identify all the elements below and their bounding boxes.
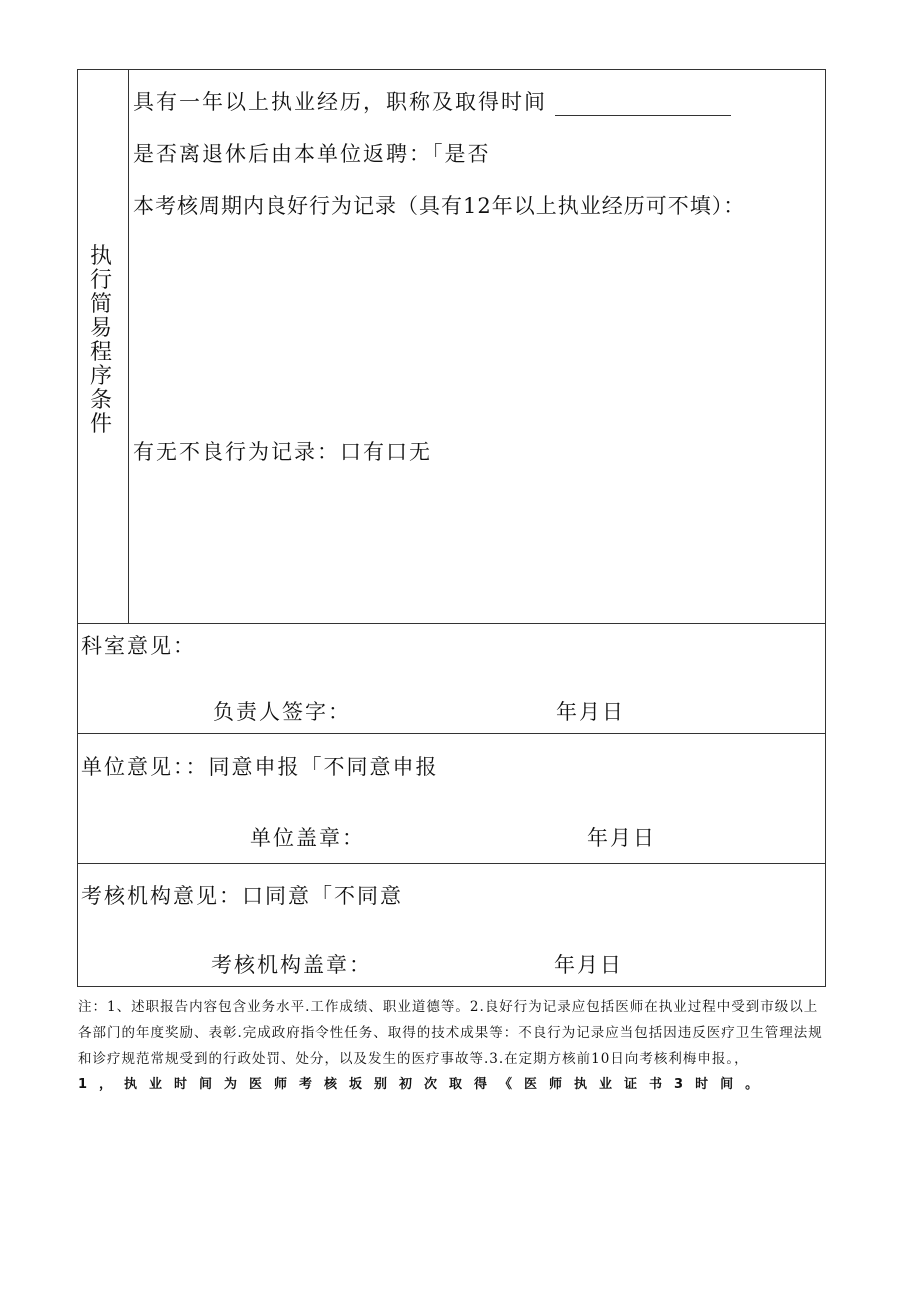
dept-signature-label: 负责人签字： xyxy=(213,700,351,724)
side-label-char: 序 xyxy=(89,364,112,389)
side-label-char: 易 xyxy=(89,316,112,341)
side-label-char: 行 xyxy=(89,268,112,293)
side-label-char: 件 xyxy=(89,412,112,437)
side-label-char: 条 xyxy=(89,388,112,413)
side-label-char: 程 xyxy=(89,340,112,365)
column-divider xyxy=(128,70,129,623)
side-label-simplified-procedure xyxy=(81,245,121,437)
good-conduct-record-label: 本考核周期内良好行为记录（具有12年以上执业经历可不填）： xyxy=(133,194,746,218)
experience-title-line xyxy=(133,86,731,116)
experience-title-text: 具有一年以上执业经历，职称及取得时间 xyxy=(133,90,547,114)
agency-opinion-title: 考核机构意见：口同意「不同意 xyxy=(81,884,403,908)
unit-seal-label: 单位盖章： xyxy=(250,826,365,850)
row-divider xyxy=(78,623,825,624)
row-divider xyxy=(78,863,825,864)
agency-date-label: 年月日 xyxy=(554,953,623,977)
title-date-blank-field[interactable] xyxy=(555,97,731,116)
assessment-form-table xyxy=(77,69,826,987)
row-divider xyxy=(78,733,825,734)
unit-date-label: 年月日 xyxy=(587,826,656,850)
rehire-question: 是否离退休后由本单位返聘：「是否 xyxy=(133,142,491,166)
dept-date-label: 年月日 xyxy=(556,700,625,724)
footnote-last-line: 1，执业时间为医师考核坂别初次取得《医师执业证书3时间。 xyxy=(78,1077,771,1092)
unit-opinion-title: 单位意见：：同意申报「不同意申报 xyxy=(81,755,439,779)
footnotes xyxy=(78,994,828,1098)
side-label-char: 执 xyxy=(89,244,112,269)
side-label-char: 简 xyxy=(89,292,112,317)
agency-seal-label: 考核机构盖章： xyxy=(211,953,372,977)
bad-conduct-record-question: 有无不良行为记录：口有口无 xyxy=(133,440,432,464)
dept-opinion-title: 科室意见： xyxy=(81,634,196,658)
footnote-text: 注：1、述职报告内容包含业务水平.工作成绩、职业道德等。2.良好行为记录应包括医师在执业过程中受到市级以上各部门的年度奖励、表彰.完成政府指令性任务、取得的技术成果等：不良行为记录应当包括因违反医疗卫生管理法规和诊疗规范常规受到的行政处罚、处分，以及发生的医疗事故等.3.在定期方核前10日向考核利梅申报。， xyxy=(78,999,823,1067)
